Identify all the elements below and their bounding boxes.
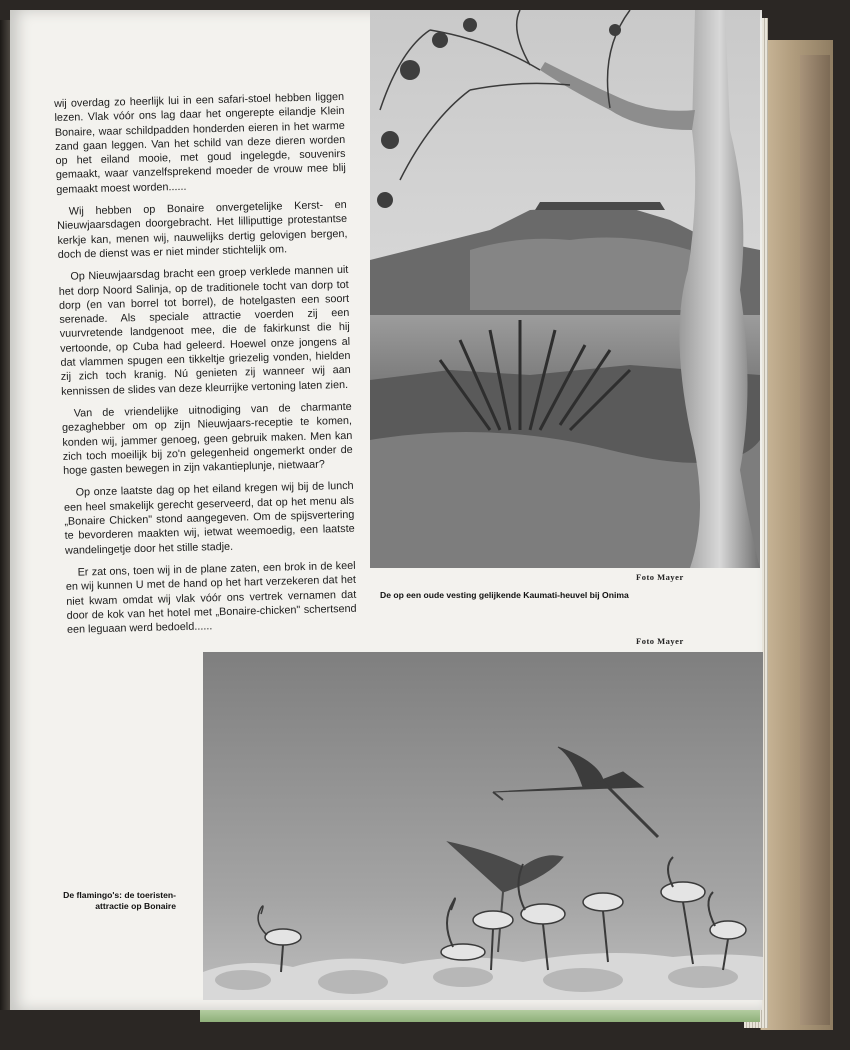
flamingo-photo xyxy=(203,652,763,1000)
paragraph: Van de vriendelijke uitnodiging van de charmante gezaghebber om op zijn Nieuwjaars-receptie te komen, konden wij, jammer genoeg, geen gebruik maken. Men kan zich toch moeilijk bij zo'n gelegenheid ongemerkt onder de hoge gasten bewegen in zijn vakantieplunje, nietwaar? xyxy=(61,400,353,478)
photo-caption: De flamingo's: de toeristen-attractie op Bonaire xyxy=(63,890,176,911)
photo-credit: Foto Mayer xyxy=(636,572,684,582)
article-text xyxy=(54,90,357,645)
photo-caption: De op een oude vesting gelijkende Kaumati-heuvel bij Onima xyxy=(380,590,629,600)
back-cover-shadow xyxy=(800,55,830,1025)
paragraph: Wij hebben op Bonaire onvergetelijke Kerst- en Nieuwjaarsdagen doorgebracht. Het lilliputtige protestantse kerkje kan, menen wij, nauwelijks dertig gelovigen bergen, doch de dienst was er niet minder stichtelijk om. xyxy=(57,198,348,261)
paragraph: Op Nieuwjaarsdag bracht een groep verklede mannen uit het dorp Noord Salinja, op de traditionele tocht van dorp tot dorp (en van borrel tot borrel), de hotelgasten een soort serenade. Als speciale attractie voerden zij een vuurvretende landgenoot mee, die de fakirkunst die hij vertoonde, op Cuba had geleerd. Hoewel onze jongens al dat vlammen spugen een tikkeltje griezelig vonden, hielden zij zich toch kranig. Nú genieten zij wanneer wij aan kennissen de slides van deze kleurrijke vertoning laten zien. xyxy=(58,264,351,398)
photo-credit: Foto Mayer xyxy=(636,636,684,646)
paragraph: Op onze laatste dag op het eiland kregen wij bij de lunch een heel smakelijk gerecht geserveerd, dat op het menu als „Bonaire Chicken" stond aangegeven. Om de spijsvertering te bevorderen maakten wij, ietwat weemoedig, een laatste wandelingetje door het stille stadje. xyxy=(63,480,355,557)
kaumati-hill-photo xyxy=(370,10,760,568)
paragraph: Er zat ons, toen wij in de plane zaten, een brok in de keel en wij kunnen U met de hand op het hart verzekeren dat het niet kwam omdat wij vlak vóór ons vertrek vernamen dat door de kok van het hotel met „Bonaire-chicken" schertsend een leguaan werd bedoeld...... xyxy=(65,559,357,636)
paragraph: wij overdag zo heerlijk lui in een safari-stoel hebben liggen lezen. Vlak vóór ons lag daar het ongerepte eilandje Klein Bonaire, waar schildpadden honderden eieren in het warme zand gaan leggen. Van het schild van deze dieren worden op het eiland mooie, met goud ingelegde, souvenirs gemaakt, waar vanzelfsprekend moeder de vrouw mee blij gemaakt moest worden...... xyxy=(54,90,346,196)
